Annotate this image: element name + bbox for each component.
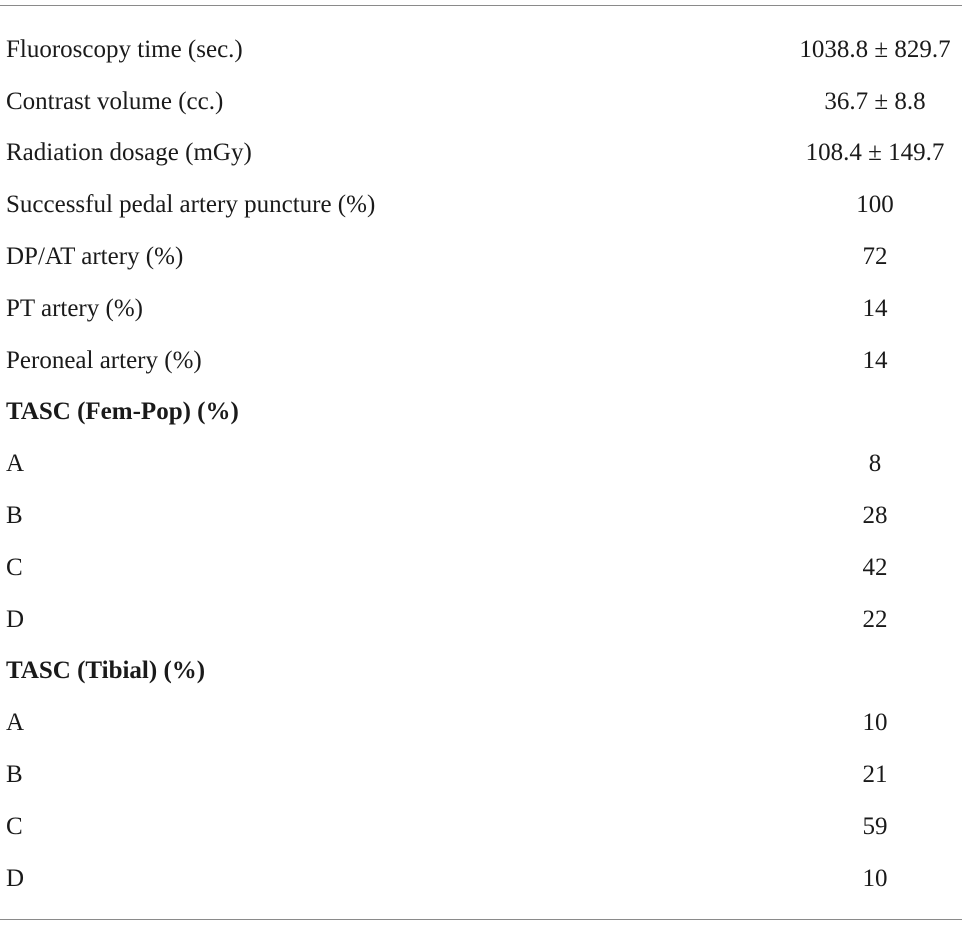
section-header-row bbox=[0, 387, 968, 439]
row-value: 22 bbox=[862, 605, 888, 633]
row-label: Radiation dosage (mGy) bbox=[6, 139, 252, 167]
table-row bbox=[0, 594, 968, 646]
row-label: D bbox=[6, 864, 25, 892]
table-top-rule bbox=[0, 5, 962, 6]
table-bottom-rule bbox=[0, 919, 962, 920]
row-value: 8 bbox=[868, 450, 882, 478]
row-label: D bbox=[6, 605, 25, 633]
row-label: A bbox=[6, 450, 25, 478]
row-label: B bbox=[6, 761, 23, 789]
table-row bbox=[0, 853, 968, 905]
table-row bbox=[0, 749, 968, 801]
row-value: 14 bbox=[862, 346, 888, 374]
table-row bbox=[0, 801, 968, 853]
section-header-row bbox=[0, 646, 968, 698]
table-row bbox=[0, 179, 968, 231]
row-label: C bbox=[6, 812, 23, 840]
row-label: B bbox=[6, 502, 23, 530]
table-row bbox=[0, 438, 968, 490]
table-row bbox=[0, 128, 968, 180]
row-value: 72 bbox=[862, 243, 888, 271]
row-value: 42 bbox=[862, 553, 888, 581]
row-value: 28 bbox=[862, 502, 888, 530]
row-value: 108.4 ± 149.7 bbox=[805, 139, 945, 167]
section-label: TASC (Fem-Pop) (%) bbox=[6, 398, 239, 426]
row-label: C bbox=[6, 553, 23, 581]
row-label: Fluoroscopy time (sec.) bbox=[6, 35, 243, 63]
section-label: TASC (Tibial) (%) bbox=[6, 657, 206, 685]
row-label: PT artery (%) bbox=[6, 294, 143, 322]
table-row bbox=[0, 542, 968, 594]
row-label: DP/AT artery (%) bbox=[6, 243, 184, 271]
data-table bbox=[0, 24, 968, 905]
row-label: Contrast volume (cc.) bbox=[6, 87, 224, 115]
row-label: Successful pedal artery puncture (%) bbox=[6, 191, 376, 219]
table-row bbox=[0, 231, 968, 283]
row-value: 21 bbox=[862, 761, 888, 789]
row-value: 10 bbox=[862, 864, 888, 892]
row-value: 59 bbox=[862, 812, 888, 840]
row-value: 100 bbox=[856, 191, 894, 219]
table-row bbox=[0, 283, 968, 335]
row-value: 14 bbox=[862, 294, 888, 322]
row-label: Peroneal artery (%) bbox=[6, 346, 202, 374]
row-value: 1038.8 ± 829.7 bbox=[799, 35, 951, 63]
row-value: 36.7 ± 8.8 bbox=[824, 87, 926, 115]
row-label: A bbox=[6, 709, 25, 737]
table-row bbox=[0, 335, 968, 387]
row-value: 10 bbox=[862, 709, 888, 737]
table-row bbox=[0, 697, 968, 749]
table-row bbox=[0, 76, 968, 128]
table-row bbox=[0, 24, 968, 76]
table-row bbox=[0, 490, 968, 542]
